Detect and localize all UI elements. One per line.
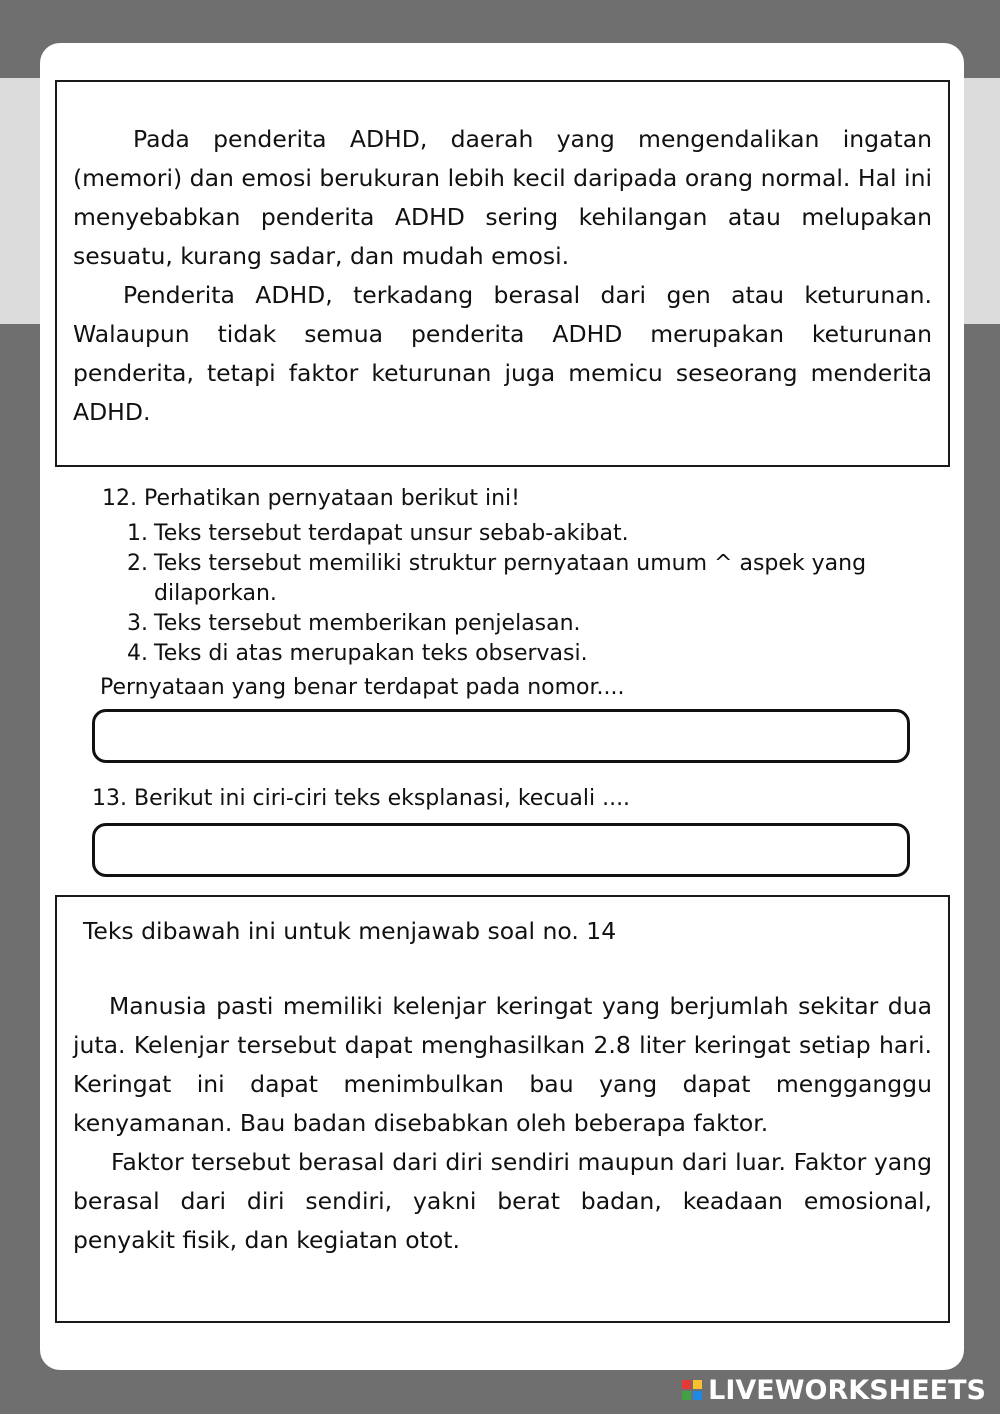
passage-box-sweat bbox=[55, 895, 950, 1323]
passage-paragraph: Pada penderita ADHD, daerah yang mengendalikan ingatan (memori) dan emosi berukuran lebih kecil daripada orang normal. Hal ini menyebabkan penderita ADHD sering kehilangan atau melupakan sesuatu, kurang sadar, dan mudah emosi. bbox=[73, 125, 932, 270]
passage-paragraph: Faktor tersebut berasal dari diri sendiri maupun dari luar. Faktor yang berasal dari diri sendiri, yakni berat badan, keadaan emosional, penyakit fisik, dan kegiatan otot. bbox=[73, 1148, 932, 1254]
liveworksheets-logo[interactable] bbox=[682, 1374, 986, 1406]
statement-number: 3. bbox=[127, 611, 148, 636]
question-12-answer-field[interactable] bbox=[92, 709, 910, 763]
logo-text: LIVEWORKSHEETS bbox=[708, 1374, 986, 1406]
question-13-prompt: 13. Berikut ini ciri-ciri teks eksplanasi, kecuali .... bbox=[92, 786, 631, 811]
statement-text: Teks tersebut memberikan penjelasan. bbox=[154, 611, 581, 636]
statement-item bbox=[124, 639, 924, 669]
question-12-closing: Pernyataan yang benar terdapat pada nomor.... bbox=[100, 675, 625, 700]
question-12-prompt: 12. Perhatikan pernyataan berikut ini! bbox=[102, 486, 520, 511]
statement-text: Teks tersebut terdapat unsur sebab-akibat. bbox=[154, 521, 629, 546]
statement-item bbox=[124, 519, 924, 549]
question-12-statement-list bbox=[124, 519, 924, 669]
passage-paragraph: Penderita ADHD, terkadang berasal dari gen atau keturunan. Walaupun tidak semua penderita ADHD merupakan keturunan penderita, tetapi faktor keturunan juga memicu seseorang menderita ADHD. bbox=[73, 281, 932, 426]
passage-box-adhd bbox=[55, 80, 950, 467]
statement-item bbox=[124, 549, 924, 609]
statement-number: 2. bbox=[127, 551, 148, 576]
statement-item bbox=[124, 609, 924, 639]
passage-paragraph: Manusia pasti memiliki kelenjar keringat yang berjumlah sekitar dua juta. Kelenjar tersebut dapat menghasilkan 2.8 liter keringat setiap hari. Keringat ini dapat menimbulkan bau yang dapat mengganggu kenyamanan. Bau badan disebabkan oleh beberapa faktor. bbox=[73, 992, 932, 1137]
worksheet-page bbox=[40, 43, 964, 1370]
statement-text: Teks tersebut memiliki struktur pernyataan umum ^ aspek yang dilaporkan. bbox=[154, 551, 867, 606]
statement-number: 1. bbox=[127, 521, 148, 546]
statement-number: 4. bbox=[127, 641, 148, 666]
statement-text: Teks di atas merupakan teks observasi. bbox=[154, 641, 588, 666]
liveworksheets-logo-icon bbox=[682, 1380, 702, 1400]
passage-lead: Teks dibawah ini untuk menjawab soal no. 14 bbox=[83, 917, 617, 945]
question-13-answer-field[interactable] bbox=[92, 823, 910, 877]
